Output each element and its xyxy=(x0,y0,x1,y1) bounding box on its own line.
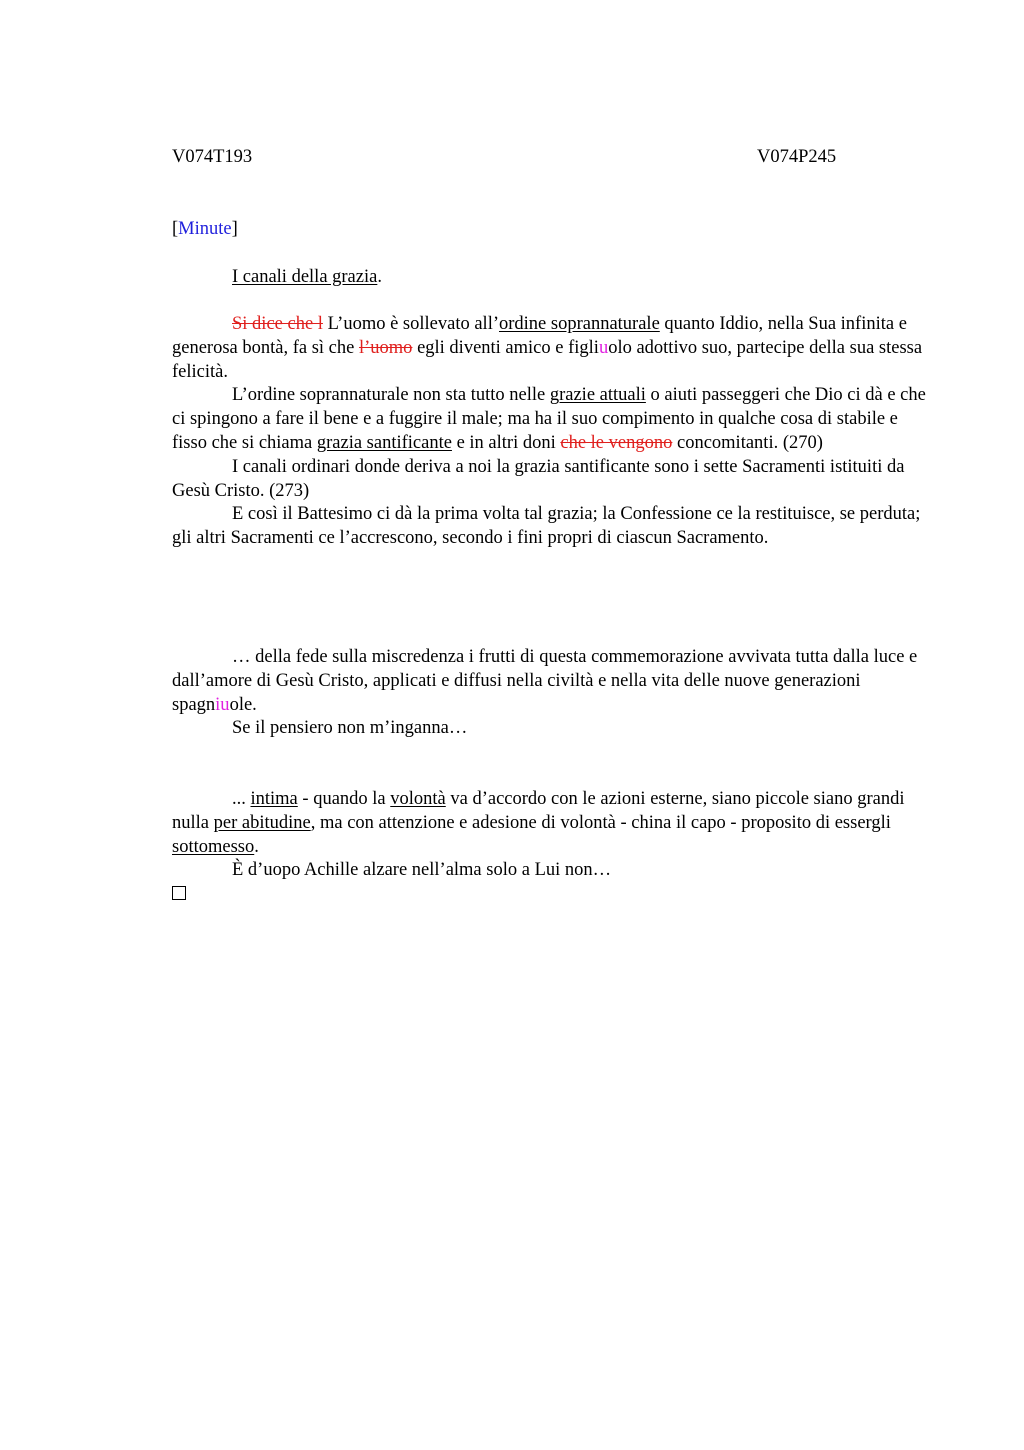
deleted-text: che le vengono xyxy=(560,432,673,453)
minute-label: Minute xyxy=(178,219,232,239)
paragraph: Se il pensiero non m’inganna… xyxy=(232,718,468,739)
page-id: V074P245 xyxy=(757,147,837,167)
underlined-text: sottomesso xyxy=(172,836,255,857)
section-title: I canali della grazia. xyxy=(232,267,382,287)
underlined-text: per abitudine xyxy=(213,812,311,833)
document-id: V074T193 xyxy=(172,147,253,167)
checkbox-square-icon xyxy=(172,886,186,900)
underlined-text: grazie attuali xyxy=(549,385,646,406)
paragraph: … della fede sulla miscredenza i frutti di questa commemorazione avvivata tutta dalla luce e dall’amore di Gesù Cristo, applicati e diffusi nella civiltà e nella vita delle nuove generazioni spagniuole. xyxy=(172,647,918,715)
underlined-text: grazia santificante xyxy=(316,432,452,453)
paragraph: L’ordine soprannaturale non sta tutto nelle grazie attuali o aiuti passeggeri che Dio ci dà e che ci spingono a fare il bene e a fuggire il male; ma ha il suo compimento in qualche cosa di stabile e fisso che si chiama grazia santificante e in altri doni che le vengono concomitanti. (270) xyxy=(172,385,926,453)
paragraph: È d’uopo Achille alzare nell’alma solo a Lui non… xyxy=(232,860,612,881)
body-section-3 xyxy=(172,788,932,883)
paragraph: E così il Battesimo ci dà la prima volta tal grazia; la Confessione ce la restituisce, se perduta; gli altri Sacramenti ce l’accrescono, secondo i fini propri di ciascun Sacramento. xyxy=(172,504,921,549)
page-header xyxy=(172,146,932,170)
paragraph: I canali ordinari donde deriva a noi la grazia santificante sono i sette Sacramenti istituiti da Gesù Cristo. (273) xyxy=(172,456,905,501)
minute-tag: [Minute] xyxy=(172,219,238,239)
title-text: I canali della grazia xyxy=(232,267,378,287)
body-section-1 xyxy=(172,313,932,551)
underlined-text: volontà xyxy=(390,789,446,809)
inserted-text: iu xyxy=(215,694,230,715)
underlined-text: intima xyxy=(250,789,298,809)
inserted-text: u xyxy=(598,337,609,358)
underlined-text: ordine soprannaturale xyxy=(499,314,660,334)
deleted-text: Si dice che l xyxy=(232,314,323,334)
paragraph: ... intima - quando la volontà va d’accordo con le azioni esterne, siano piccole siano grandi nulla per abitudine, ma con attenzione e adesione di volontà - china il capo - proposito di essergli sottomesso. xyxy=(172,789,905,857)
deleted-text: l’uomo xyxy=(358,337,413,358)
paragraph: Si dice che l L’uomo è sollevato all’ordine soprannaturale quanto Iddio, nella Sua infinita e generosa bontà, fa sì che l’uomo egli diventi amico e figliuolo adottivo suo, partecipe della sua stessa felicità. xyxy=(172,314,923,382)
body-section-2 xyxy=(172,646,932,741)
